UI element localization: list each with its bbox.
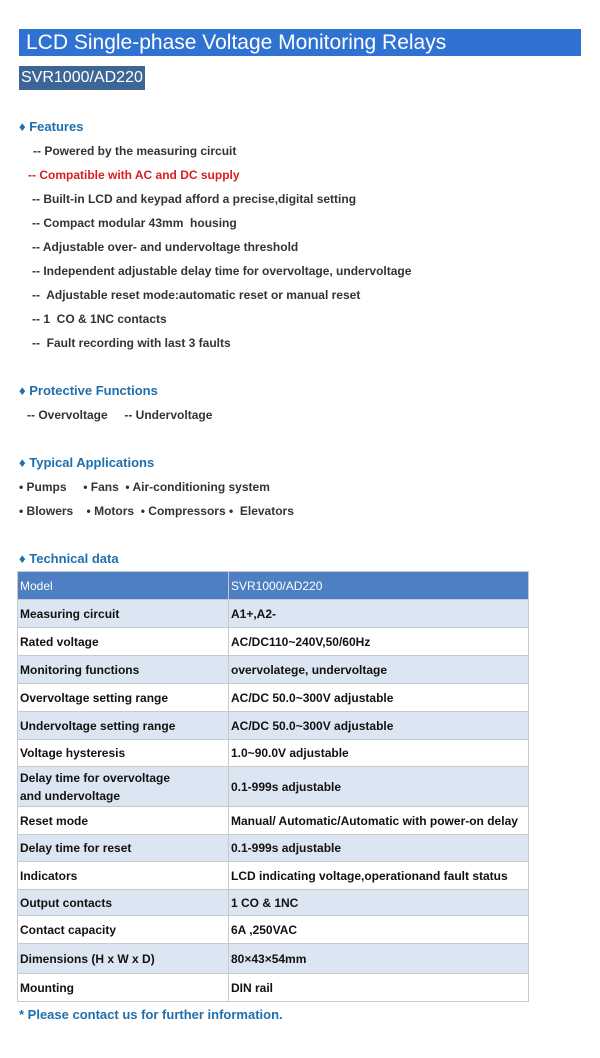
protective-heading: ♦ Protective Functions [19, 383, 158, 398]
feature-item: -- Fault recording with last 3 faults [32, 336, 231, 350]
table-row [18, 628, 529, 656]
table-cell-value: overvolatege, undervoltage [229, 656, 529, 684]
applications-list: • Pumps • Fans • Air-conditioning system [19, 480, 270, 494]
table-cell-value: DIN rail [229, 974, 529, 1002]
table-row [18, 974, 529, 1002]
table-header-cell: Model [18, 572, 229, 600]
table-cell-value: 80×43×54mm [229, 944, 529, 974]
table-row [18, 862, 529, 890]
table-cell-label: Undervoltage setting range [18, 712, 229, 740]
table-cell-value: 0.1-999s adjustable [229, 767, 529, 807]
table-cell-label: Measuring circuit [18, 600, 229, 628]
feature-item: -- Independent adjustable delay time for overvoltage, undervoltage [32, 264, 412, 278]
feature-item: -- Powered by the measuring circuit [33, 144, 237, 158]
feature-item: -- Compact modular 43mm housing [32, 216, 237, 230]
table-cell-label: Dimensions (H x W x D) [18, 944, 229, 974]
table-row [18, 835, 529, 862]
table-cell-value: 6A ,250VAC [229, 916, 529, 944]
table-cell-label: Reset mode [18, 807, 229, 835]
table-row [18, 712, 529, 740]
table-cell-label: Voltage hysteresis [18, 740, 229, 767]
table-cell-label: Output contacts [18, 890, 229, 916]
table-cell-label: Mounting [18, 974, 229, 1002]
table-cell-value: AC/DC 50.0~300V adjustable [229, 684, 529, 712]
protective-list: -- Overvoltage -- Undervoltage [27, 408, 213, 422]
table-cell-label: Overvoltage setting range [18, 684, 229, 712]
table-cell-value: A1+,A2- [229, 600, 529, 628]
feature-item: -- 1 CO & 1NC contacts [32, 312, 167, 326]
feature-item: -- Adjustable reset mode:automatic reset or manual reset [32, 288, 361, 302]
feature-item-highlight: -- Compatible with AC and DC supply [28, 168, 240, 182]
table-cell-label: Delay time for reset [18, 835, 229, 862]
table-row [18, 767, 529, 807]
table-header-row [18, 572, 529, 600]
table-row [18, 684, 529, 712]
model-tag: SVR1000/AD220 [19, 66, 145, 90]
table-cell-label: Rated voltage [18, 628, 229, 656]
table-cell-value: LCD indicating voltage,operationand fault status [229, 862, 529, 890]
technical-data-table [17, 571, 529, 1002]
feature-item: -- Adjustable over- and undervoltage threshold [32, 240, 299, 254]
table-row [18, 600, 529, 628]
applications-heading: ♦ Typical Applications [19, 455, 155, 470]
contact-note: * Please contact us for further information. [19, 1007, 283, 1022]
table-row [18, 656, 529, 684]
table-cell-value: 1.0~90.0V adjustable [229, 740, 529, 767]
features-heading: ♦ Features [19, 119, 84, 134]
feature-item: -- Built-in LCD and keypad afford a precise,digital setting [32, 192, 357, 206]
table-cell-label: Delay time for overvoltage and undervoltage [18, 767, 229, 807]
table-cell-label: Monitoring functions [18, 656, 229, 684]
table-cell-value: AC/DC110~240V,50/60Hz [229, 628, 529, 656]
table-header-cell: SVR1000/AD220 [229, 572, 529, 600]
table-row [18, 807, 529, 835]
table-cell-label: Contact capacity [18, 916, 229, 944]
table-cell-value: 0.1-999s adjustable [229, 835, 529, 862]
table-row [18, 944, 529, 974]
table-row [18, 890, 529, 916]
technical-heading: ♦ Technical data [19, 551, 119, 566]
page-title: LCD Single-phase Voltage Monitoring Relays [19, 29, 581, 56]
table-row [18, 916, 529, 944]
table-cell-value: AC/DC 50.0~300V adjustable [229, 712, 529, 740]
table-cell-label: Indicators [18, 862, 229, 890]
table-row [18, 740, 529, 767]
table-cell-value: 1 CO & 1NC [229, 890, 529, 916]
table-cell-value: Manual/ Automatic/Automatic with power-on delay [229, 807, 529, 835]
applications-list: • Blowers • Motors • Compressors • Elevators [19, 504, 294, 518]
